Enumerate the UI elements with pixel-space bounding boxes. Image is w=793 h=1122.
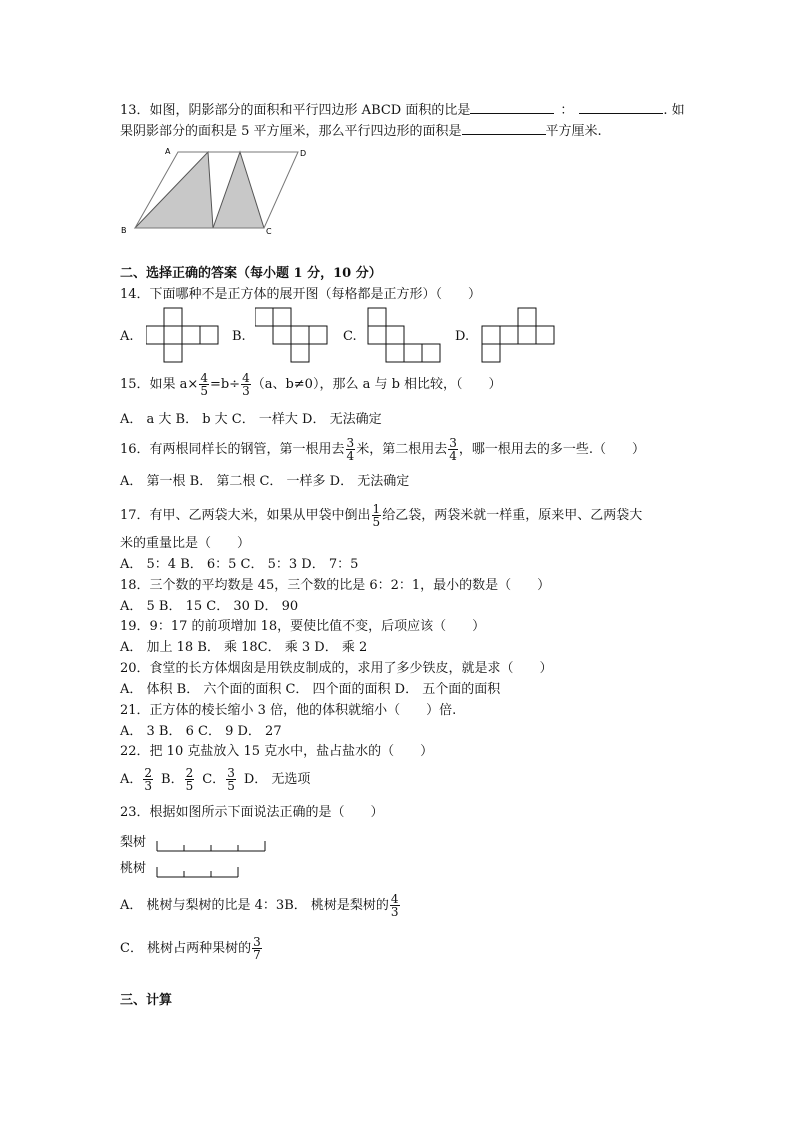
q22-frac-c (226, 767, 236, 792)
q14-net-d[interactable] (481, 307, 557, 363)
q22-option-a[interactable]: A． (120, 772, 143, 787)
q14-net-c[interactable] (367, 307, 443, 363)
shaded-triangle-right (213, 152, 264, 228)
q17-fraction (372, 503, 382, 528)
q22-frac-b (185, 767, 195, 792)
q19-options[interactable]: A． 加上 18 B． 乘 18C． 乘 3 D． 乘 2 (120, 640, 368, 655)
q23-peach-bar (155, 864, 245, 880)
q15-stem (120, 372, 502, 397)
q23-stem: 23．根据如图所示下面说法正确的是（ ） (120, 805, 384, 820)
q13-colon: ： (560, 103, 574, 118)
q17-stem-line2: 米的重量比是（ ） (120, 536, 251, 551)
q17-frac-num: 1 (372, 502, 381, 516)
q13-text-4: 平方厘米. (545, 124, 602, 139)
q16-frac1-num: 3 (346, 436, 355, 450)
q22-frac-a-den: 3 (144, 779, 153, 793)
q15-text-2: =b÷ (209, 377, 241, 392)
q23-frac-c-num: 3 (253, 935, 261, 949)
q23-option-ab-text: A． 桃树与梨树的比是 4：3B． 桃树是梨树的 (120, 898, 389, 913)
q16-options[interactable]: A． 第一根 B． 第二根 C． 一样多 D． 无法确定 (120, 474, 410, 489)
q22-stem: 22．把 10 克盐放入 15 克水中，盐占盐水的（ ） (120, 744, 434, 759)
label-b: B (121, 226, 127, 235)
q15-fraction-2 (241, 372, 251, 397)
q16-text-1: 16．有两根同样长的钢管，第一根用去 (120, 442, 345, 457)
label-c: C (266, 227, 272, 236)
q22-option-c[interactable]: C． (202, 772, 226, 787)
q23-pear-bar (155, 838, 269, 854)
section-3-title: 三、计算 (120, 993, 173, 1008)
q13-blank-3[interactable] (462, 121, 546, 135)
q15-options[interactable]: A． a 大 B． b 大 C． 一样大 D． 无法确定 (120, 412, 382, 427)
q17-options[interactable]: A． 5：4 B． 6：5 C． 5：3 D． 7：5 (120, 557, 359, 572)
q21-options[interactable]: A． 3 B． 6 C． 9 D． 27 (120, 724, 282, 739)
q22-frac-b-num: 2 (185, 766, 194, 780)
q15-frac1-num: 4 (200, 371, 208, 385)
q17-text-1: 17．有甲、乙两袋大米，如果从甲袋中倒出 (120, 508, 371, 523)
q14-option-b-label[interactable]: B. (232, 329, 246, 344)
q16-frac2-den: 4 (449, 449, 457, 463)
q14-option-c-label[interactable]: C. (343, 329, 357, 344)
q16-frac1-den: 4 (346, 449, 355, 463)
q23-frac-b-den: 3 (390, 905, 399, 919)
q22-option-d[interactable]: D． 无选项 (243, 772, 311, 787)
q23-frac-c (252, 936, 262, 961)
q20-stem: 20．食堂的长方体烟囱是用铁皮制成的，求用了多少铁皮，就是求（ ） (120, 661, 553, 676)
q22-frac-c-den: 5 (227, 779, 235, 793)
q14-option-d-label[interactable]: D. (455, 329, 470, 344)
q22-option-b[interactable]: B． (161, 772, 184, 787)
q23-frac-c-den: 7 (253, 948, 261, 962)
q23-frac-b-num: 4 (390, 892, 399, 906)
q16-stem (120, 437, 645, 462)
q22-frac-b-den: 5 (185, 779, 194, 793)
q22-options[interactable] (120, 767, 310, 792)
q13-parallelogram-figure (118, 142, 318, 237)
q15-frac2-den: 3 (242, 384, 250, 398)
q22-frac-a-num: 2 (144, 766, 153, 780)
q14-option-a-label[interactable]: A. (120, 329, 134, 344)
q18-stem: 18．三个数的平均数是 45，三个数的比是 6：2：1，最小的数是（ ） (120, 578, 551, 593)
q21-stem: 21．正方体的棱长缩小 3 倍，他的体积就缩小（ ）倍. (120, 703, 457, 718)
q23-frac-b (390, 893, 400, 918)
q22-frac-a (143, 767, 153, 792)
q13-line1 (120, 100, 685, 117)
q16-fraction-1 (346, 437, 356, 462)
q14-net-a[interactable] (146, 307, 220, 363)
q13-blank-2[interactable] (579, 100, 663, 114)
section-2-title: 二、选择正确的答案（每小题 1 分，10 分） (120, 266, 382, 281)
label-a: A (165, 147, 171, 156)
q14-stem: 14．下面哪种不是正方体的展开图（每格都是正方形）（ ） (120, 287, 482, 302)
q23-peach-label: 桃树 (120, 861, 147, 876)
q23-option-c-text: C． 桃树占两种果树的 (120, 941, 252, 956)
q16-text-2: 米，第二根用去 (356, 442, 448, 457)
q16-fraction-2 (448, 437, 458, 462)
q17-text-2: 给乙袋，两袋米就一样重，原来甲、乙两袋大 (382, 508, 643, 523)
q19-stem: 19．9：17 的前项增加 18，要使比值不变，后项应该（ ） (120, 619, 486, 634)
q17-stem-line1 (120, 503, 642, 528)
q17-frac-den: 5 (372, 515, 381, 529)
q15-text-1: 15．如果 a× (120, 377, 199, 392)
shaded-triangle-left (135, 152, 213, 228)
q13-text-2: . 如 (663, 103, 685, 118)
q23-option-c[interactable] (120, 936, 263, 961)
label-d: D (300, 149, 307, 158)
q23-option-ab[interactable] (120, 893, 401, 918)
q15-text-3: （a、b≠0），那么 a 与 b 相比较，（ ） (251, 377, 502, 392)
q16-text-3: ，哪一根用去的多一些.（ ） (458, 442, 645, 457)
q13-blank-1[interactable] (470, 100, 554, 114)
q15-frac1-den: 5 (200, 384, 208, 398)
q15-frac2-num: 4 (242, 371, 250, 385)
q22-frac-c-num: 3 (227, 766, 235, 780)
q23-pear-label: 梨树 (120, 835, 147, 850)
q13-line2 (120, 121, 602, 138)
q20-options[interactable]: A． 体积 B． 六个面的面积 C． 四个面的面积 D． 五个面的面积 (120, 682, 501, 697)
q13-text-1: 13．如图，阴影部分的面积和平行四边形 ABCD 面积的比是 (120, 103, 471, 118)
q18-options[interactable]: A． 5 B． 15 C． 30 D． 90 (120, 599, 299, 614)
q14-net-b[interactable] (255, 307, 329, 363)
q13-text-3: 果阴影部分的面积是 5 平方厘米，那么平行四边形的面积是 (120, 124, 462, 139)
q16-frac2-num: 3 (449, 436, 457, 450)
q15-fraction-1 (199, 372, 209, 397)
